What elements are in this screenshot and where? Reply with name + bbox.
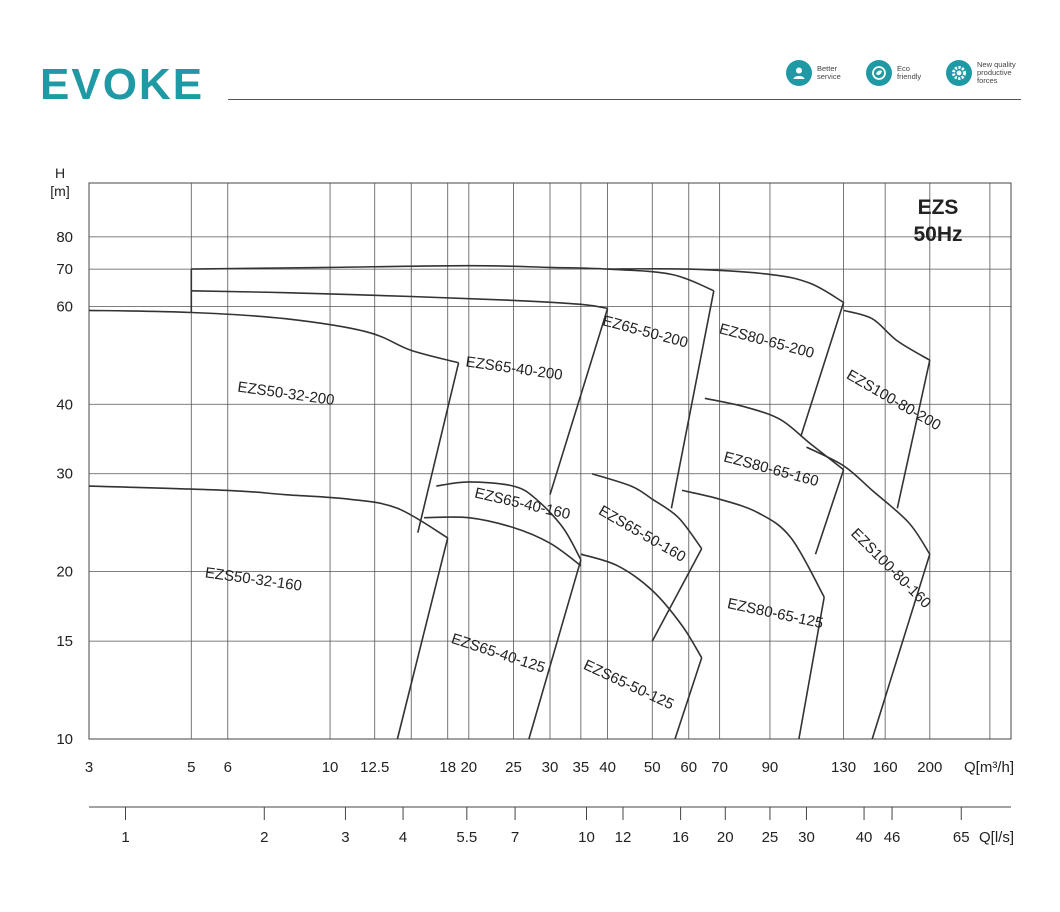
pump-model-label: EZ65-50-200 [600,312,690,352]
pump-model-label: EZS80-65-125 [725,595,825,633]
y-tick-label: 15 [56,633,73,651]
y-tick-label: 10 [56,731,73,748]
pump-model-label: EZS65-40-200 [464,353,564,384]
x-tick-label: 30 [541,759,559,776]
pump-curve [608,269,844,303]
x-tick-label: 18 [439,759,457,776]
x-tick-label: 50 [643,759,661,776]
pump-curve [581,554,702,658]
chart-title-line2: 50Hz [913,223,963,246]
pump-boundary-line [529,560,581,739]
x2-tick-label: 2 [260,829,269,846]
x-tick-label: 60 [680,759,698,776]
x-tick-label: 10 [321,759,339,776]
pump-model-label: EZS65-40-160 [472,484,572,524]
x-tick-label: 35 [572,759,590,776]
x-tick-label: 12.5 [360,759,390,776]
x-tick-label: 6 [223,759,232,776]
x-tick-label: 70 [711,759,728,776]
pump-model-label: EZS65-40-125 [449,630,548,677]
pump-curve [89,310,459,362]
x2-tick-label: 25 [761,829,779,846]
pump-boundary-line [550,308,608,494]
x2-axis-title: Q[l/s] [978,829,1014,846]
x2-tick-label: 5.5 [456,829,478,846]
pump-model-label: EZS80-65-160 [721,448,821,491]
y-tick-label: 40 [56,396,73,414]
pump-model-label: EZS100-80-200 [843,366,944,435]
pump-model-label: EZS65-50-160 [595,502,689,566]
x-tick-label: 25 [505,759,522,776]
pump-boundary-line [897,360,930,508]
x2-tick-label: 3 [341,829,350,846]
brand-logo: EVOKE [40,60,205,109]
x-tick-label: 3 [84,759,94,776]
badge-text: New quality productive forces [977,60,1016,85]
badge-text: Eco friendly [897,64,922,81]
y-tick-label: 80 [56,228,73,246]
pump-boundary-line [675,658,702,739]
pump-model-label: EZS100-80-160 [847,525,935,612]
x-axis-title: Q[m³/h] [963,759,1014,776]
y-axis-unit: [m] [50,183,70,199]
y-tick-label: 30 [56,465,73,483]
x-tick-label: 40 [599,759,616,776]
x2-tick-label: 4 [398,829,408,846]
x-tick-label: 160 [872,759,898,776]
pump-boundary-line [801,302,844,436]
pump-model-label: EZS65-50-125 [580,656,677,714]
pump-model-label: EZS50-32-160 [203,564,303,595]
x2-tick-label: 16 [672,829,689,846]
pump-boundary-line [397,538,447,739]
x-tick-label: 200 [917,759,943,776]
pump-boundary-line [418,363,459,533]
pump-boundary-line [816,470,844,555]
pump-curve [682,490,824,597]
y-tick-label: 20 [56,563,73,581]
pump-curve [844,310,930,360]
y-tick-label: 70 [56,261,73,279]
x2-tick-label: 7 [510,829,520,846]
x-tick-label: 90 [761,759,779,776]
pump-model-label: EZS80-65-200 [717,320,816,363]
x2-tick-label: 65 [952,829,970,846]
x2-tick-label: 30 [798,829,815,846]
pump-curve [191,291,607,309]
x2-tick-label: 1 [121,829,130,846]
x2-tick-label: 46 [883,829,901,846]
x2-tick-label: 12 [614,829,632,846]
x2-tick-label: 40 [855,829,873,846]
chart-title-line1: EZS [917,196,959,219]
x-tick-label: 20 [460,759,478,776]
x-tick-label: 5 [187,759,196,776]
y-axis-title: H [54,165,66,181]
x2-tick-label: 20 [716,829,734,846]
badge-text: Better service [817,64,841,81]
pump-curve [89,486,448,538]
y-tick-label: 60 [56,298,73,316]
pump-model-label: EZS50-32-200 [236,378,336,410]
x2-tick-label: 10 [578,829,595,846]
x-tick-label: 130 [831,759,857,776]
